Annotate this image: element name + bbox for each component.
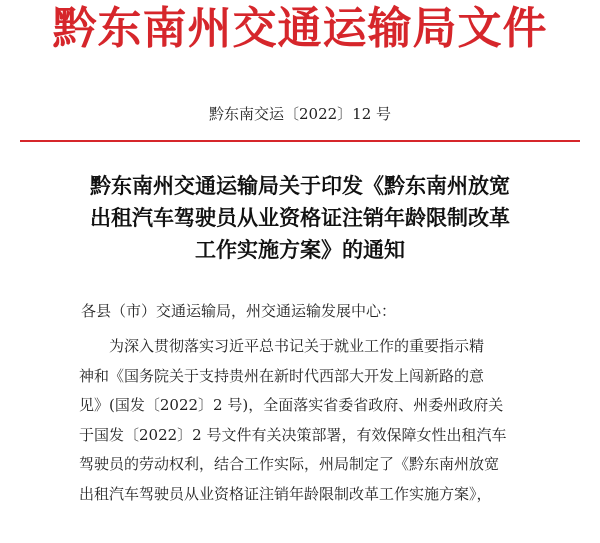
paragraph-line: 驾驶员的劳动权利，结合工作实际，州局制定了《黔东南州放宽 [79,455,500,473]
notice-title-line: 黔东南州交通运输局关于印发《黔东南州放宽 [90,173,510,198]
paragraph-line: 神和《国务院关于支持贵州在新时代西部大开发上闯新路的意 [79,366,485,385]
document-number: 黔东南交运〔2022〕12 号 [208,105,392,123]
paragraph-line: 为深入贯彻落实习近平总书记关于就业工作的重要指示精 [109,337,485,355]
notice-title-line: 出租汽车驾驶员从业资格证注销年龄限制改革 [90,205,510,230]
notice-title-line: 工作实施方案》的通知 [195,237,405,262]
paragraph-line: 见》(国发〔2022〕2 号)，全面落实省委省政府、州委州政府关 [79,396,504,414]
notice-title [40,170,560,266]
paragraph-line: 于国发〔2022〕2 号文件有关决策部署，有效保障女性出租汽车 [79,425,507,444]
salutation: 各县（市）交通运输局，州交通运输发展中心： [81,302,397,320]
paragraph-line: 出租汽车驾驶员从业资格证注销年龄限制改革工作实施方案》， [79,484,492,503]
org-header-title: 黔东南州交通运输局文件 [52,3,548,54]
body-paragraph [79,332,549,509]
red-divider-line [20,140,580,142]
